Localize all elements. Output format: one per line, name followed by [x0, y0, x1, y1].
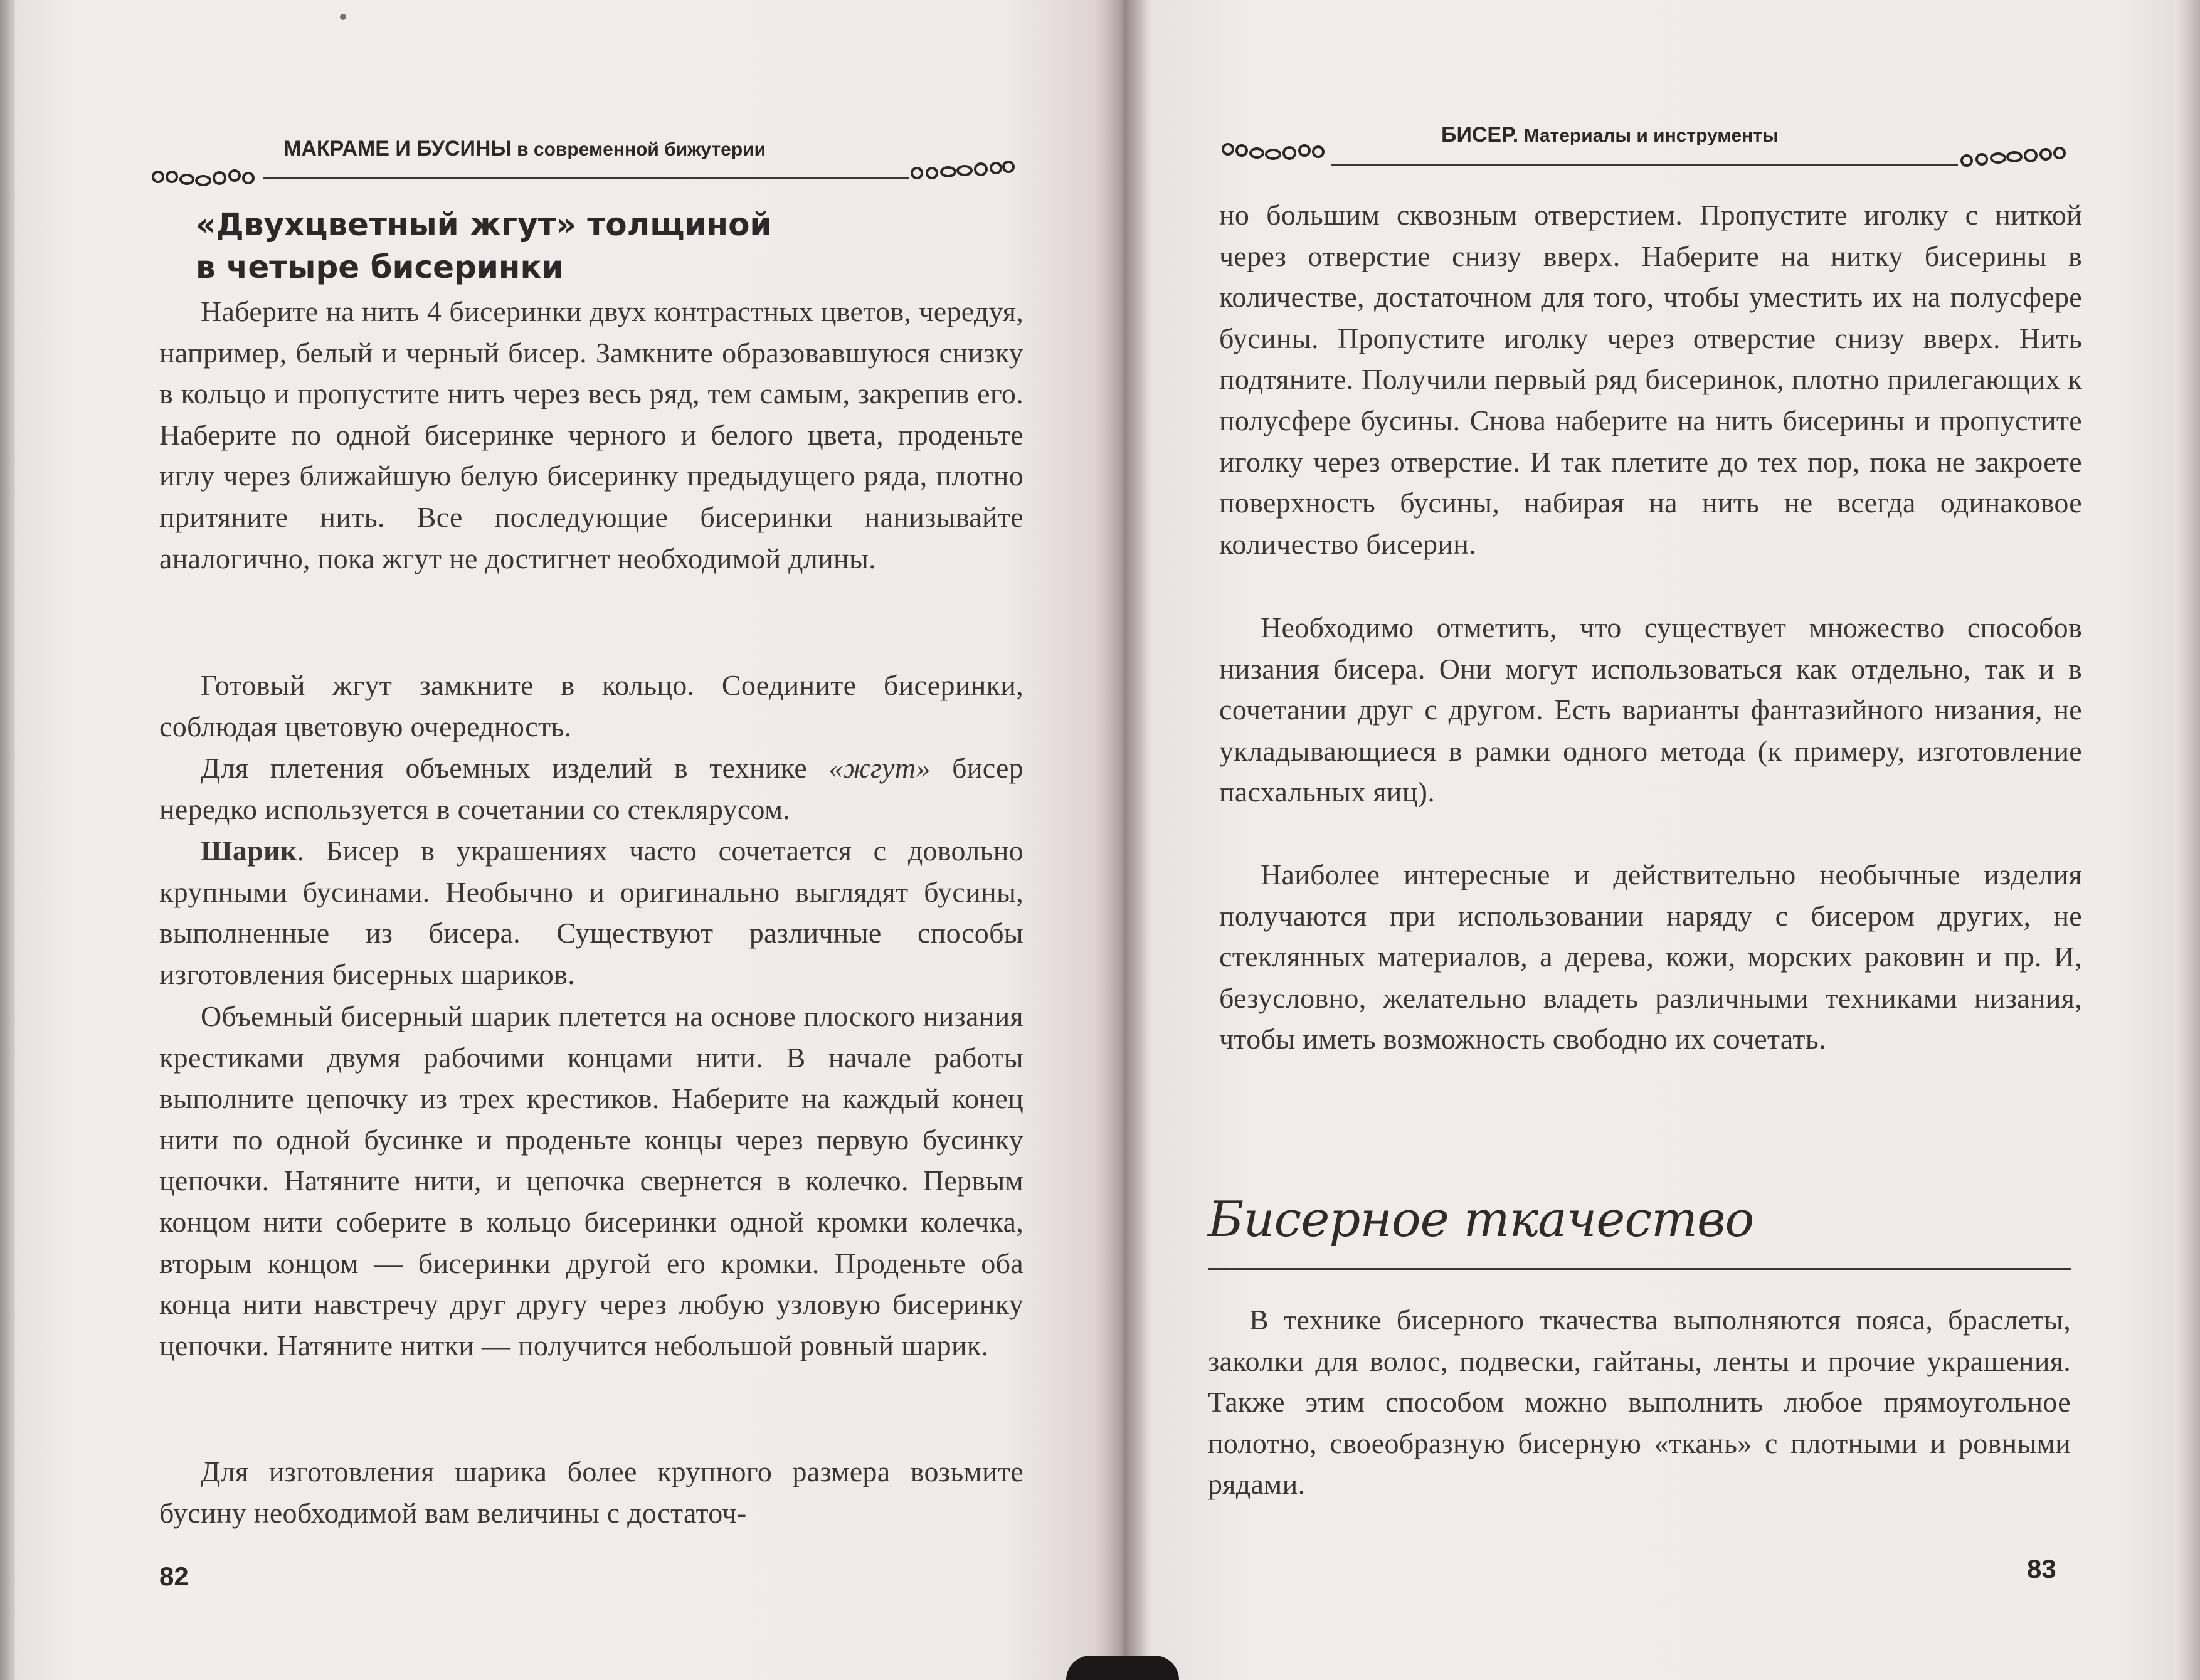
paragraph-3 — [159, 748, 1023, 830]
section-heading-left — [196, 203, 771, 288]
running-head-caps: МАКРАМЕ И БУСИНЫ — [283, 137, 512, 161]
running-head-right — [1441, 123, 1779, 147]
paragraph-3-after: бисер нередко используется в сочетании со стеклярусом. — [159, 752, 1023, 825]
running-head-caps: БИСЕР. — [1441, 123, 1519, 147]
heading-line-1: «Двухцветный жгут» толщиной — [196, 206, 772, 243]
running-head-rest: в современной бижутерии — [511, 139, 766, 160]
ornament-left-end — [909, 157, 1016, 182]
page-number-right: 83 — [2027, 1554, 2056, 1583]
paragraph-6: Для изготовления шарика более крупного размера возьмите бусину необходимой вам величины с достаточ- — [159, 1455, 1023, 1529]
ornament-right-start — [1220, 139, 1331, 164]
running-head-rest: Материалы и инструменты — [1518, 125, 1779, 146]
paragraph-4-text: . Бисер в украшениях часто сочетается с довольно крупными бусинами. Необычно и оригинально выглядят бусины, выполненные из бисера. Существуют различные способы изготовления бисерных шариков. — [159, 835, 1023, 990]
running-head-left — [283, 137, 766, 161]
ornament-right-end — [1958, 143, 2068, 168]
running-head-rule-left — [263, 177, 909, 179]
running-head-rule-right — [1331, 164, 1958, 166]
paragraph-materials: Наиболее интересные и действительно необычные изделия получаются при использовании наряду с бисером других, не стеклянных материалов, а дерева, кожи, морских раковин и пр. И, безусловно, желательно владеть различными техниками низания, чтобы иметь возможность свободно их сочетать. — [1219, 858, 2082, 1055]
paragraph-3-term: «жгут» — [828, 752, 931, 784]
paragraph-weaving: В технике бисерного ткачества выполняются пояса, браслеты, заколки для волос, подвески, гайтаны, ленты и прочие украшения. Также этим способом можно выполнить любое прямоугольное полотно, своеобразную бисерную «ткань» с плотными и ровными рядами. — [1208, 1304, 2071, 1501]
section-title-weaving: Бисерное ткачество — [1208, 1191, 1754, 1248]
paragraph-methods: Необходимо отметить, что существует множество способов низания бисера. Они могут использоваться как отдельно, так и в сочетании друг с другом. Есть варианты фантазийного низания, не укладывающиеся в рамки одного метода (к примеру, изготовление пасхальных яиц). — [1219, 611, 2082, 808]
page-number-left: 82 — [159, 1561, 189, 1591]
paragraph-4 — [159, 830, 1023, 995]
right-page — [1129, 0, 2200, 1680]
paragraph-4-lead: Шарик — [201, 835, 297, 867]
paragraph-3-before: Для плетения объемных изделий в технике — [201, 752, 829, 784]
paragraph-5: Объемный бисерный шарик плетется на основе плоского низания крестиками двумя рабочими концами нити. В начале работы выполните цепочку из трех крестиков. Наберите на каждый конец нити по одной бусинке и проденьте концы через первую бусинку цепочки. Натяните нити, и цепочка свернется в колечко. Первым концом нити соберите в кольцо бисеринки одной кромки колечка, вторым концом — бисеринки другой его кромки. Проденьте оба конца нити навстречу друг другу через любую узловую бисеринку цепочки. Натяните нитки — получится небольшой ровный шарик. — [159, 1000, 1023, 1361]
section-title-underline — [1208, 1268, 2071, 1270]
heading-line-2: в четыре бисеринки — [196, 249, 564, 285]
ornament-left-start — [151, 164, 263, 189]
paragraph-2: Готовый жгут замкните в кольцо. Соедините бисеринки, соблюдая цветовую очередность. — [159, 669, 1023, 742]
paragraph-1: Наберите на нить 4 бисеринки двух контрастных цветов, чередуя, например, белый и черный бисер. Замкните образовавшуюся снизку в кольцо и пропустите нить через весь ряд, тем самым, закрепив его. Наберите по одной бисеринке черного и белого цвета, проденьте иглу через ближайшую белую бисеринку предыдущего ряда, плотно притяните нить. Все последующие бисеринки нанизывайте аналогично, пока жгут не достигнет необходимой длины. — [159, 295, 1023, 574]
paragraph-continued: но большим сквозным отверстием. Пропустите иголку с ниткой через отверстие снизу вверх. Наберите на нитку бисерины в количестве, достаточном для того, чтобы уместить их на полусфере бусины. Пропустите иголку через отверстие снизу вверх. Нить подтяните. Получили первый ряд бисеринок, плотно прилегающих к полусфере бусины. Снова наберите на нить бисерины и пропустите иголку через отверстие. И так плетите до тех пор, пока не закроете поверхность бусины, набирая на нить не всегда одинаковое количество бисерин. — [1219, 199, 2082, 560]
